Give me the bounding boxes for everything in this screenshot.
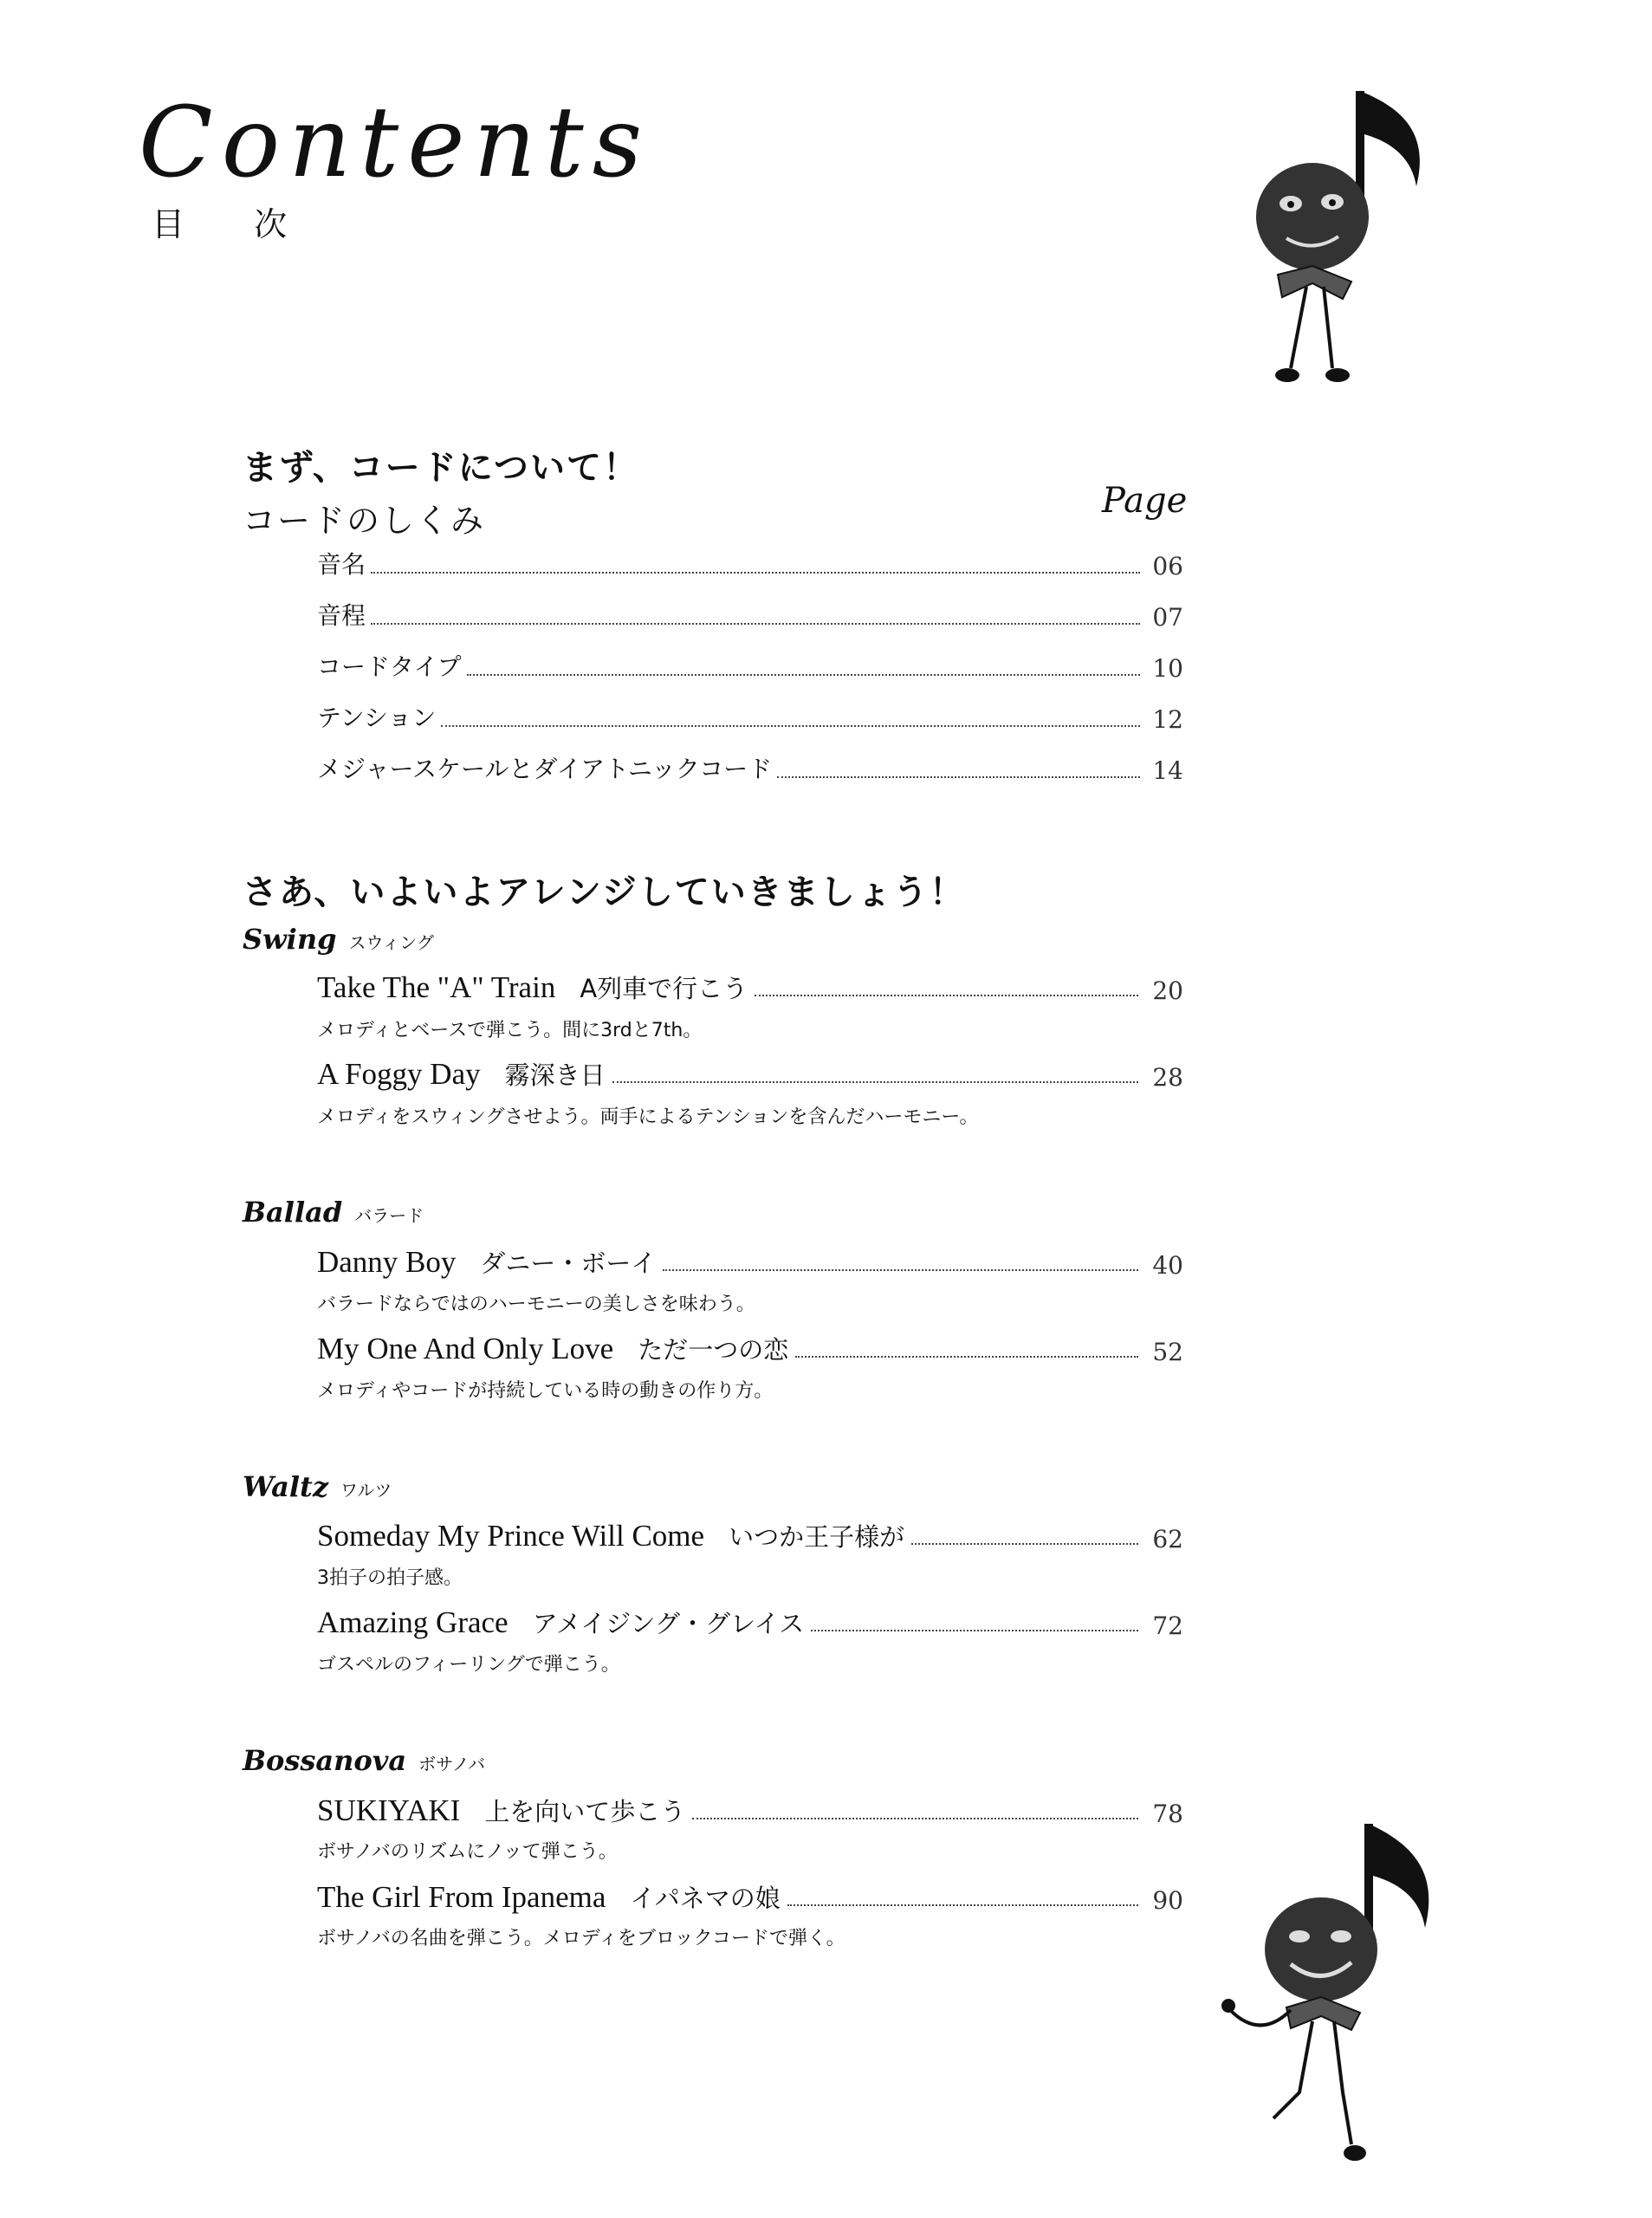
song-title-en: Amazing Grace: [317, 1605, 509, 1639]
toc-entry-page: 14: [1152, 756, 1183, 785]
song-page: 78: [1152, 1800, 1183, 1828]
song-description: ゴスペルのフィーリングで弾こう。: [317, 1654, 620, 1676]
song-description: ボサノバのリズムにノッて弾こう。: [317, 1841, 618, 1863]
leader-dots: [612, 1081, 1138, 1083]
song-page: 52: [1152, 1338, 1183, 1366]
toc-entry-label: メジャースケールとダイアトニックコード: [317, 755, 773, 783]
genre-name: Swing: [243, 923, 337, 956]
music-note-character-icon: [1230, 82, 1438, 403]
song-title-en: SUKIYAKI: [317, 1793, 461, 1827]
song-page: 62: [1152, 1525, 1183, 1553]
leader-dots: [811, 1630, 1138, 1631]
song-title-en: Take The "A" Train: [317, 970, 556, 1004]
section-heading-arrange: さあ、いよいよアレンジしていきましょう！: [243, 872, 966, 912]
toc-entry-label: コードタイプ: [317, 652, 462, 681]
genre-name-ja: バラード: [354, 1205, 424, 1226]
song-entry[interactable]: [317, 965, 1183, 1005]
toc-entry[interactable]: [317, 648, 1183, 683]
toc-entry[interactable]: [317, 750, 1183, 785]
song-page: 40: [1152, 1251, 1183, 1280]
page-subtitle: 目 次: [152, 205, 317, 243]
genre-name-ja: スウィング: [348, 932, 434, 953]
leader-dots: [795, 1356, 1138, 1358]
genre-heading-ballad: [243, 1196, 424, 1229]
section-heading-chords: まず、コードについて！: [243, 448, 639, 488]
song-title-ja: ただ一つの恋: [638, 1335, 789, 1365]
leader-dots: [787, 1904, 1138, 1906]
song-title-ja: イパネマの娘: [630, 1884, 781, 1913]
song-description: 3拍子の拍子感。: [317, 1567, 463, 1589]
song-page: 72: [1152, 1612, 1183, 1640]
section-subheading: コードのしくみ: [243, 502, 486, 540]
toc-entry[interactable]: [317, 597, 1183, 632]
genre-heading-swing: [243, 923, 434, 956]
genre-heading-bossanova: [243, 1744, 485, 1777]
song-entry[interactable]: [317, 1326, 1183, 1366]
song-title-ja: A列車で行こう: [580, 974, 748, 1003]
toc-entry[interactable]: [317, 546, 1183, 580]
leader-dots: [755, 995, 1138, 996]
toc-entry-label: 音名: [317, 550, 366, 579]
song-title-ja: アメイジング・グレイス: [532, 1609, 805, 1638]
toc-entry-label: 音程: [317, 601, 366, 630]
leader-dots: [663, 1269, 1138, 1271]
music-note-character-icon: [1213, 1815, 1455, 2179]
toc-entry-label: テンション: [317, 704, 437, 732]
song-title-en: Danny Boy: [317, 1245, 457, 1279]
genre-heading-waltz: [243, 1470, 392, 1503]
toc-entry-page: 10: [1152, 654, 1183, 683]
leader-dots: [911, 1543, 1138, 1545]
leader-dots: [467, 674, 1140, 676]
toc-entry-page: 12: [1152, 705, 1183, 734]
song-description: バラードならではのハーモニーの美しさを味わう。: [317, 1294, 755, 1315]
song-page: 28: [1152, 1063, 1183, 1092]
song-description: メロディをスウィングさせよう。両手によるテンションを含んだハーモニー。: [317, 1106, 979, 1128]
song-title-ja: 霧深き日: [504, 1060, 606, 1090]
genre-name-ja: ワルツ: [340, 1480, 392, 1501]
song-title-en: My One And Only Love: [317, 1332, 614, 1365]
song-title-en: A Foggy Day: [317, 1057, 481, 1091]
song-entry[interactable]: [317, 1240, 1183, 1280]
song-entry[interactable]: [317, 1514, 1183, 1553]
genre-name-ja: ボサノバ: [418, 1754, 486, 1774]
song-page: 90: [1152, 1886, 1183, 1915]
song-page: 20: [1152, 976, 1183, 1005]
leader-dots: [777, 776, 1140, 778]
song-title-en: Someday My Prince Will Come: [317, 1519, 705, 1553]
leader-dots: [692, 1818, 1138, 1819]
leader-dots: [371, 572, 1140, 574]
song-description: メロディやコードが持続している時の動きの作り方。: [317, 1380, 774, 1402]
song-entry[interactable]: [317, 1788, 1183, 1828]
toc-entry[interactable]: [317, 699, 1183, 734]
song-entry[interactable]: [317, 1875, 1183, 1915]
song-title-ja: 上を向いて歩こう: [484, 1797, 686, 1826]
song-title-ja: ダニー・ボーイ: [480, 1248, 657, 1278]
genre-name: Waltz: [243, 1470, 328, 1503]
leader-dots: [371, 623, 1140, 625]
song-entry[interactable]: [317, 1052, 1183, 1092]
genre-name: Bossanova: [243, 1744, 407, 1777]
song-description: メロディとベースで弾こう。間に3rdと7th。: [317, 1020, 703, 1041]
song-description: ボサノバの名曲を弾こう。メロディをブロックコードで弾く。: [317, 1928, 845, 1949]
page-column-label: Page: [1102, 481, 1188, 521]
leader-dots: [441, 725, 1140, 727]
genre-name: Ballad: [243, 1196, 343, 1229]
toc-entry-page: 07: [1152, 603, 1183, 632]
song-title-ja: いつか王子様が: [729, 1522, 905, 1552]
song-title-en: The Girl From Ipanema: [317, 1880, 606, 1914]
page-title: Contents: [139, 87, 651, 199]
toc-entry-page: 06: [1152, 552, 1183, 580]
song-entry[interactable]: [317, 1600, 1183, 1640]
